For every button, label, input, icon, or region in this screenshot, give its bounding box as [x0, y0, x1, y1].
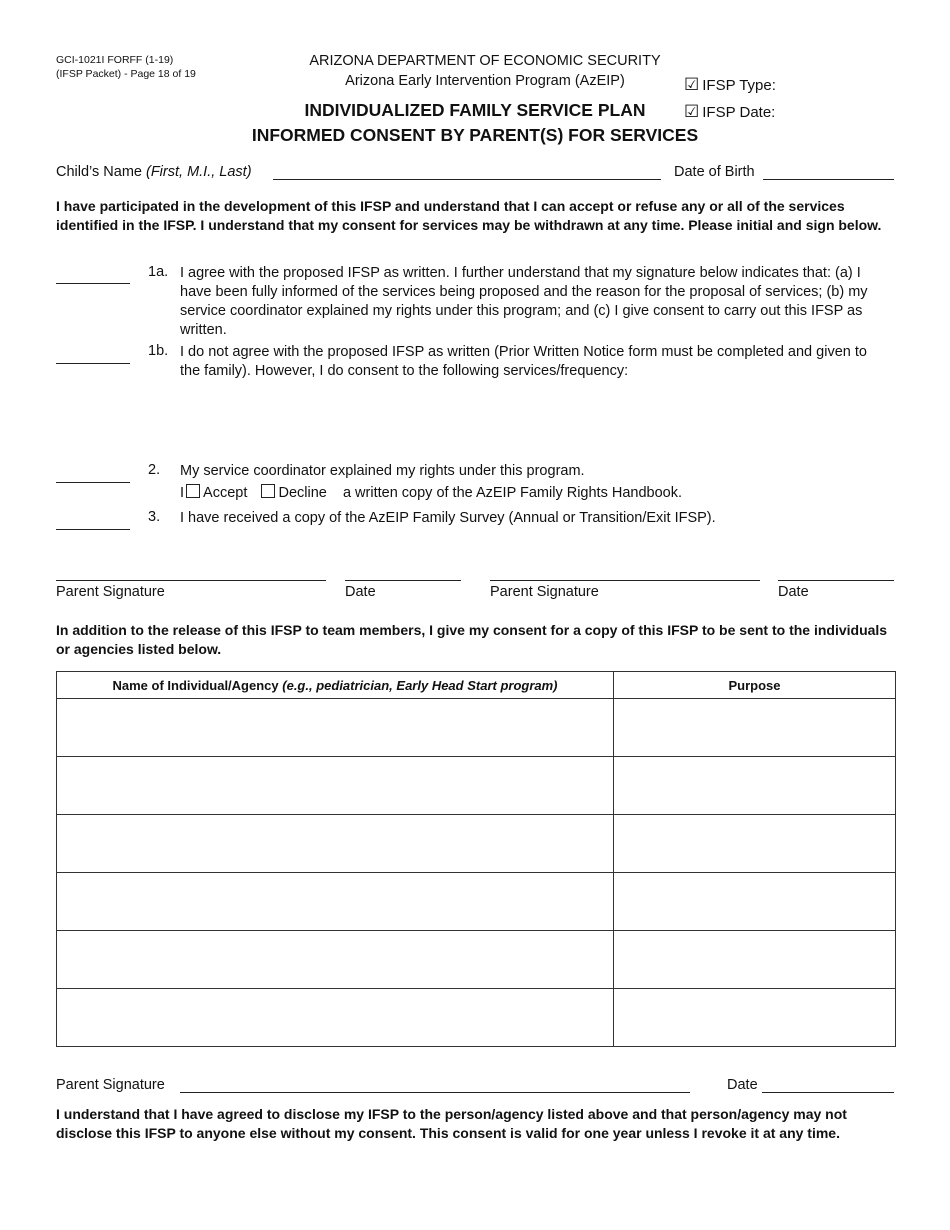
agency-name-cell[interactable] — [57, 873, 614, 931]
page-subtitle: INFORMED CONSENT BY PARENT(S) FOR SERVICES — [251, 125, 699, 145]
footer-parent-signature-label: Parent Signature — [56, 1077, 165, 1093]
purpose-cell[interactable] — [614, 989, 896, 1047]
initials-input-1b[interactable] — [56, 362, 130, 364]
parent-signature-1-label: Parent Signature — [56, 584, 165, 600]
parent-signature-2-label: Parent Signature — [490, 584, 599, 600]
purpose-cell[interactable] — [614, 815, 896, 873]
item-text-3: I have received a copy of the AzEIP Family Survey (Annual or Transition/Exit IFSP). — [180, 510, 716, 526]
item-text-2: My service coordinator explained my rights under this program. — [180, 463, 585, 479]
purpose-cell[interactable] — [614, 931, 896, 989]
ifsp-date-field[interactable] — [684, 102, 775, 122]
item-number-3: 3. — [148, 509, 161, 525]
form-code — [56, 53, 196, 81]
checkbox-checked-icon[interactable]: ☑ — [684, 75, 700, 94]
table-header-row — [57, 672, 896, 699]
purpose-cell[interactable] — [614, 757, 896, 815]
item-number-2: 2. — [148, 462, 161, 478]
column-header-name-text: Name of Individual/Agency — [112, 677, 279, 693]
agency-name-cell[interactable] — [57, 699, 614, 757]
agency-name-cell[interactable] — [57, 757, 614, 815]
item-number-1a: 1a. — [148, 264, 169, 280]
item-text-1a: I agree with the proposed IFSP as written. I further understand that my signature below indicates that: (a) I have been fully informed of the services being proposed and the reason for the proposal of services; (b) my service coordinator explained my rights under this program; and (c) I give consent to carry out this IFSP as written. — [180, 265, 868, 338]
handbook-i-text: I — [180, 485, 185, 501]
decline-label: Decline — [278, 485, 327, 501]
rights-handbook-row — [180, 484, 880, 503]
release-table — [56, 671, 896, 1047]
disclosure-statement: I understand that I have agreed to disclose my IFSP to the person/agency listed above and that person/agency may not disclose this IFSP to anyone else without my consent. This consent is valid for one year unless I revoke it at any time. — [56, 1106, 847, 1141]
item-text-1b: I do not agree with the proposed IFSP as written (Prior Written Notice form must be completed and given to the family). However, I do consent to the following services/frequency: — [180, 344, 867, 379]
intro-statement: I have participated in the development of this IFSP and understand that I can accept or refuse any or all of the services identified in the IFSP. I understand that my consent for services may be withdrawn at any time. Please initial and sign below. — [56, 198, 882, 233]
child-name-label — [56, 164, 252, 180]
agency-name-cell[interactable] — [57, 989, 614, 1047]
decline-checkbox[interactable] — [261, 484, 275, 498]
table-row — [57, 989, 896, 1047]
column-header-name-hint: (e.g., pediatrician, Early Head Start program) — [282, 677, 558, 693]
initials-input-3[interactable] — [56, 528, 130, 530]
purpose-cell[interactable] — [614, 873, 896, 931]
date-1-label: Date — [345, 584, 376, 600]
item-number-1b: 1b. — [148, 343, 169, 359]
ifsp-date-label: IFSP Date: — [702, 103, 776, 121]
form-code-number: GCI-1021I FORFF (1-19) — [56, 54, 174, 66]
child-name-input[interactable] — [273, 178, 661, 180]
dob-label: Date of Birth — [674, 164, 755, 180]
column-header-name — [57, 672, 614, 699]
child-name-hint: (First, M.I., Last) — [146, 164, 252, 180]
agency-name: ARIZONA DEPARTMENT OF ECONOMIC SECURITY — [309, 53, 661, 69]
date-1-input[interactable] — [345, 579, 461, 581]
purpose-cell[interactable] — [614, 699, 896, 757]
handbook-text: a written copy of the AzEIP Family Rights Handbook. — [342, 485, 682, 501]
agency-name-cell[interactable] — [57, 931, 614, 989]
packet-page: (IFSP Packet) - Page 18 of 19 — [56, 68, 196, 80]
program-name: Arizona Early Intervention Program (AzEIP) — [345, 73, 625, 89]
checkbox-checked-icon[interactable]: ☑ — [684, 102, 700, 121]
table-row — [57, 815, 896, 873]
initials-input-1a[interactable] — [56, 282, 130, 284]
parent-signature-2-input[interactable] — [490, 579, 760, 581]
accept-checkbox[interactable] — [186, 484, 200, 498]
ifsp-type-field[interactable] — [684, 75, 776, 95]
release-statement: In addition to the release of this IFSP to team members, I give my consent for a copy of this IFSP to be sent to the individuals or agencies listed below. — [56, 622, 888, 657]
date-2-input[interactable] — [778, 579, 894, 581]
table-row — [57, 931, 896, 989]
accept-label: Accept — [203, 485, 248, 501]
footer-parent-signature-input[interactable] — [180, 1091, 690, 1093]
table-row — [57, 873, 896, 931]
agency-name-cell[interactable] — [57, 815, 614, 873]
footer-date-input[interactable] — [762, 1091, 894, 1093]
parent-signature-1-input[interactable] — [56, 579, 326, 581]
column-header-purpose: Purpose — [614, 672, 896, 699]
footer-date-label: Date — [727, 1077, 758, 1093]
child-name-text: Child’s Name — [56, 164, 142, 180]
table-row — [57, 757, 896, 815]
initials-input-2[interactable] — [56, 481, 130, 483]
page-title: INDIVIDUALIZED FAMILY SERVICE PLAN — [304, 100, 646, 120]
dob-input[interactable] — [763, 178, 894, 180]
table-row — [57, 699, 896, 757]
date-2-label: Date — [778, 584, 809, 600]
ifsp-type-label: IFSP Type: — [702, 76, 776, 94]
